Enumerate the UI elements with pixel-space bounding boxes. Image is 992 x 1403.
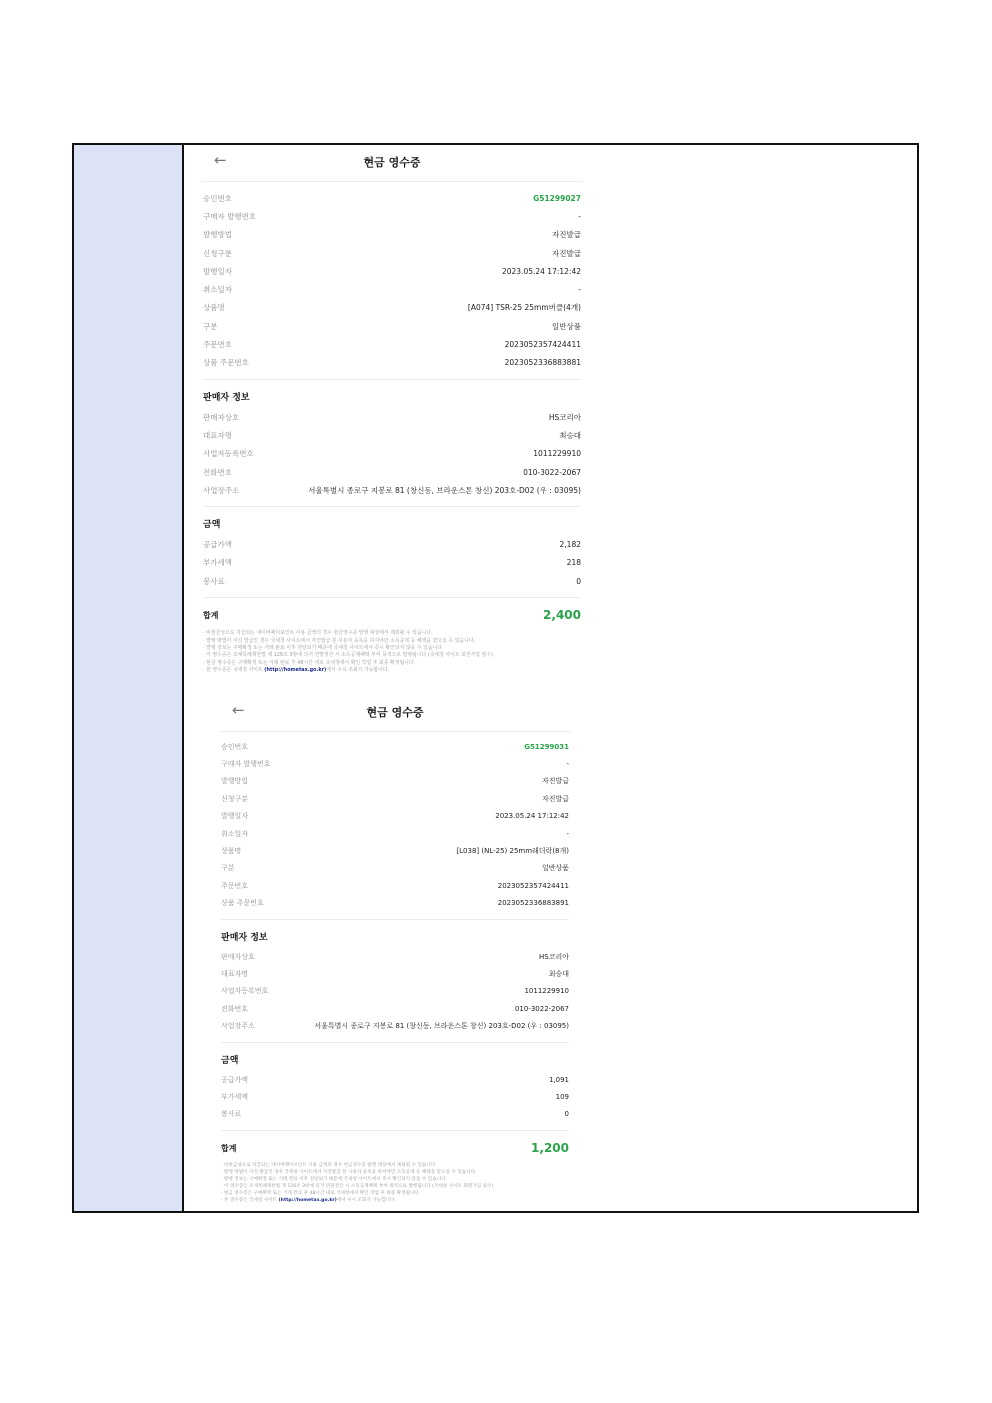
divider (203, 379, 581, 380)
receipt-1 (202, 145, 582, 674)
seller-section-title: 판매자 정보 (203, 392, 250, 403)
amount-service: 봉사료 0 (221, 1110, 569, 1119)
field-request-type: 신청구분 자진발급 (221, 794, 569, 803)
seller-representative: 대표자명 최승대 (203, 430, 581, 440)
note: · 발행 정보는 구매확정 또는 거래 완료 이후 전달되기 때문에 국세청 사이트에서 즉시 확인되지 않을 수 있습니다. (203, 644, 444, 651)
field-issue-date: 발행일자 2023.05.24 17:12:42 (203, 266, 581, 276)
field-product-name: 상품명 [A074] TSR-25 25mm버클(4개) (203, 303, 581, 313)
amount-section-title: 금액 (221, 1055, 239, 1066)
note: · 현금 영수증은 구매확정 또는 거래 완료 후 48시간 내로 국세청에서 확인 작업 후 최종 확정됩니다. (203, 659, 416, 666)
hometax-link[interactable]: (http://hometax.go.kr) (264, 666, 327, 673)
field-approval-number: 승인번호 G51299027 (203, 193, 581, 203)
receipt-title: 현금 영수증 (363, 156, 421, 169)
field-order-number: 주문번호 2023052357424411 (221, 881, 569, 890)
amount-supply: 공급가액 1,091 (221, 1075, 569, 1084)
seller-name: 판매자상호 HS코리아 (203, 412, 581, 422)
field-product-order-number: 상품 주문번호 2023052336883891 (221, 899, 569, 908)
field-product-name: 상품명 [L038] (NL-25) 25mm래더락(8개) (221, 847, 569, 856)
note: · 발행 방법이 자진 발급인 경우 국세청 사이트에서 자진발급 분 사용자 등록을 하셔야만 소득공제 등 혜택을 받으실 수 있습니다. (221, 1169, 477, 1175)
receipt-header (202, 145, 582, 182)
amount-vat: 부가세액 218 (203, 558, 581, 568)
back-arrow-icon[interactable]: ← (214, 151, 227, 169)
note: · 발행 정보는 구매확정 또는 거래 완료 이후 전달되기 때문에 국세청 사이트에서 즉시 확인되지 않을 수 있습니다. (221, 1176, 447, 1182)
field-cancel-date: 취소일자 - (221, 829, 569, 838)
seller-representative: 대표자명 최승대 (221, 969, 569, 978)
field-issue-method: 발행방법 자진발급 (203, 230, 581, 240)
field-approval-number: 승인번호 G51299031 (221, 742, 569, 751)
seller-address: 사업장주소 서울특별시 종로구 지봉로 81 (창신동, 브라운스톤 창신) 203호-D02 (우 : 03095) (221, 1022, 569, 1031)
divider (221, 919, 569, 920)
field-issue-method: 발행방법 자진발급 (221, 777, 569, 786)
document-frame (72, 143, 919, 1213)
amount-vat: 부가세액 109 (221, 1092, 569, 1101)
field-request-type: 신청구분 자진발급 (203, 248, 581, 258)
seller-name: 판매자상호 HS코리아 (221, 952, 569, 961)
divider (203, 506, 581, 507)
note: · 비현금성으로 지급되는 네이버페이포인트 사용 금액의 경우 현금영수증 발행 대상에서 제외될 수 있습니다. (203, 630, 433, 637)
divider (221, 1130, 569, 1131)
note: · 현금 영수증은 구매확정 또는 거래 완료 후 48시간 내로 국세청에서 확인 작업 후 최종 확정됩니다. (221, 1190, 421, 1196)
note: · 본 영수증은 국세청 사이트 (http://hometax.go.kr)에서 수시 조회가 가능합니다. (203, 666, 390, 673)
field-buyer-number: 구매자 발행번호 - (203, 211, 581, 221)
seller-address: 사업장주소 서울특별시 종로구 지봉로 81 (창신동, 브라운스톤 창신) 203호-D02 (우 : 03095) (203, 485, 581, 495)
receipt-title: 현금 영수증 (366, 706, 424, 719)
notes (203, 630, 581, 674)
note: · 이 영수증은 조세특례제한법 제 126조 3항에 의거 연말정산 시 소득공제혜택 부여 목적으로 발행됩니다 (국세청 사이트 회원가입 필수) (221, 1183, 494, 1189)
note: · 이 영수증은 조세특례제한법 제 126조 3항에 의거 연말정산 시 소득공제혜택 부여 목적으로 발행됩니다 (국세청 사이트 회원가입 필수) (203, 652, 493, 659)
receipt-2 (220, 695, 570, 1204)
seller-section-title: 판매자 정보 (221, 932, 268, 943)
note: · 본 영수증은 국세청 사이트 (http://hometax.go.kr)에서 수시 조회가 가능합니다. (221, 1197, 396, 1203)
notes (221, 1163, 569, 1204)
note: · 비현금성으로 지급되는 네이버페이포인트 사용 금액의 경우 현금영수증 발행 대상에서 제외될 수 있습니다. (221, 1163, 437, 1169)
field-cancel-date: 취소일자 - (203, 285, 581, 295)
receipt-header (220, 695, 570, 732)
note: · 발행 방법이 자진 발급인 경우 국세청 사이트에서 자진발급 분 사용자 등록을 하셔야만 소득공제 등 혜택을 받으실 수 있습니다. (203, 637, 476, 644)
amount-supply: 공급가액 2,182 (203, 540, 581, 550)
field-product-order-number: 상품 주문번호 2023052336883881 (203, 358, 581, 368)
field-buyer-number: 구매자 발행번호 - (221, 760, 569, 769)
total-row: 합계 1,200 (221, 1141, 569, 1156)
seller-business-number: 사업자등록번호 1011229910 (203, 449, 581, 459)
hometax-link[interactable]: (http://hometax.go.kr) (278, 1197, 337, 1203)
seller-phone: 전화번호 010-3022-2067 (203, 467, 581, 477)
field-issue-date: 발행일자 2023.05.24 17:12:42 (221, 812, 569, 821)
total-row: 합계 2,400 (203, 608, 581, 623)
divider (203, 597, 581, 598)
left-column (74, 145, 184, 1211)
amount-section-title: 금액 (203, 520, 221, 531)
field-order-number: 주문번호 2023052357424411 (203, 340, 581, 350)
field-category: 구분 일반상품 (221, 864, 569, 873)
divider (221, 1042, 569, 1043)
field-category: 구분 일반상품 (203, 321, 581, 331)
back-arrow-icon[interactable]: ← (232, 701, 245, 719)
seller-phone: 전화번호 010-3022-2067 (221, 1004, 569, 1013)
amount-service: 봉사료 0 (203, 576, 581, 586)
seller-business-number: 사업자등록번호 1011229910 (221, 987, 569, 996)
